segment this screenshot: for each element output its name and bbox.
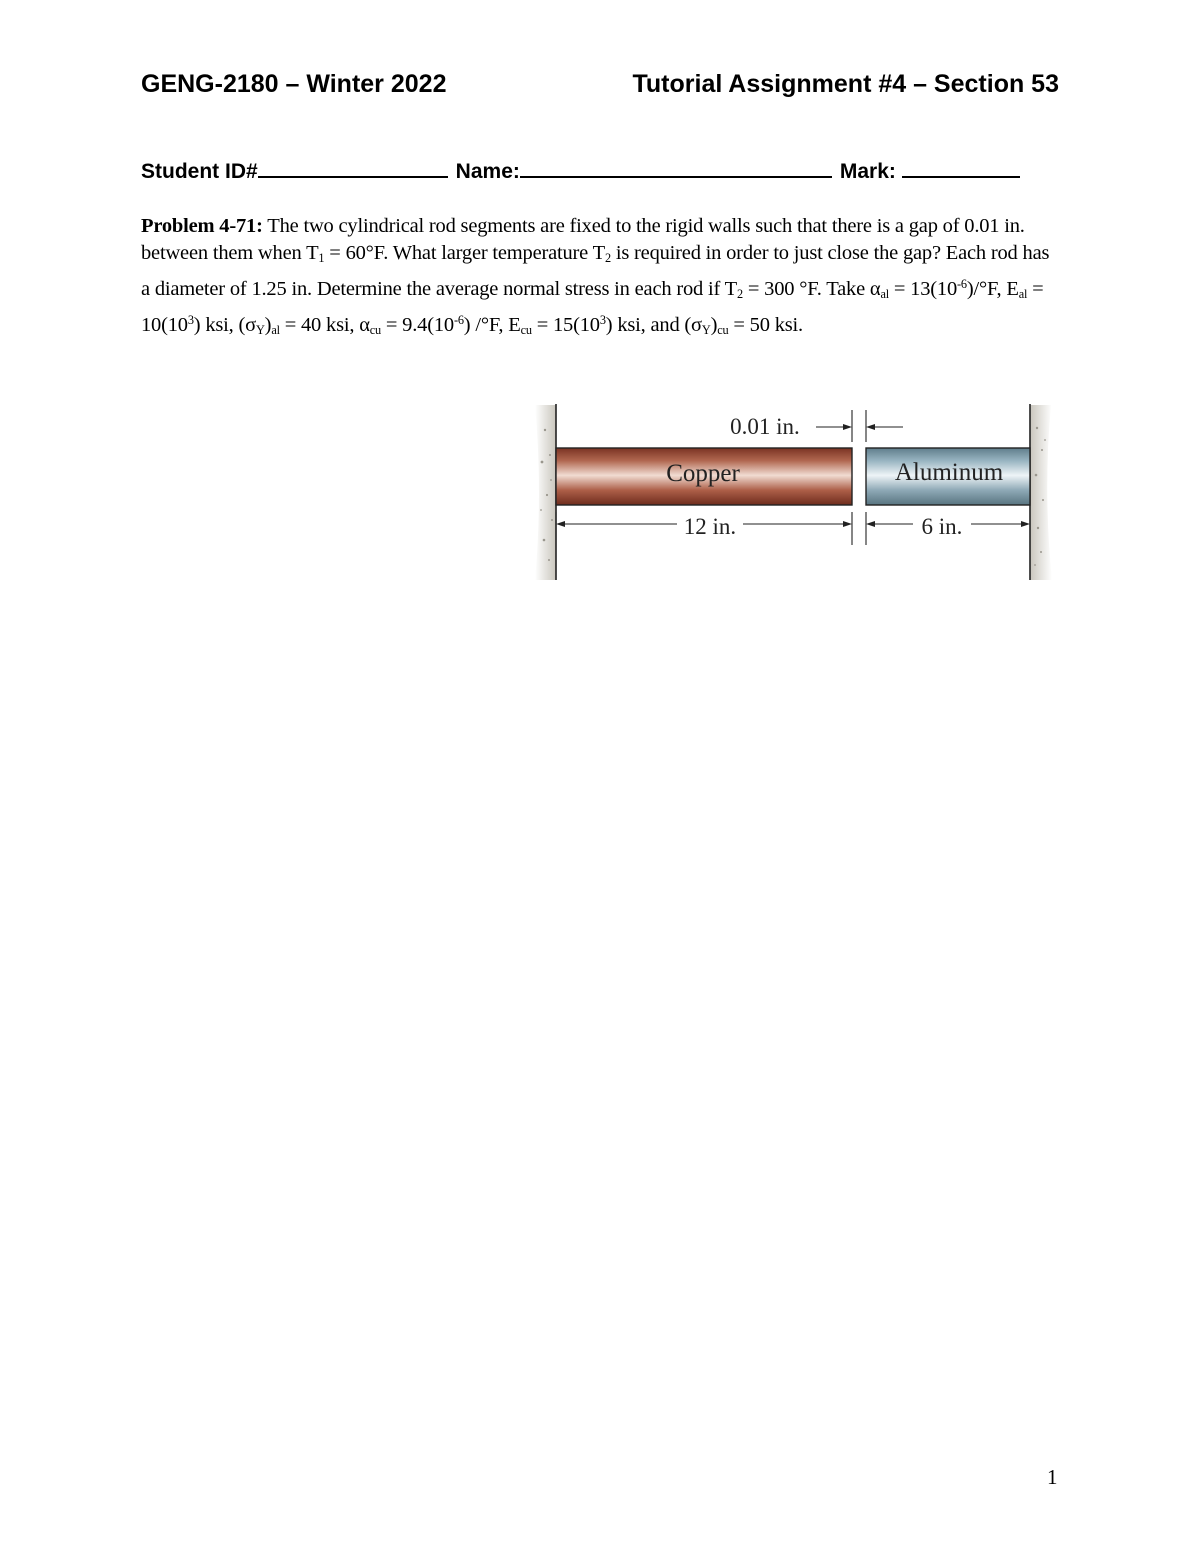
aluminum-label: Aluminum: [894, 459, 1004, 486]
problem-text: The two cylindrical rod segments are fixed to the rigid walls such that there is a gap of 0.01 in. between them when T: [141, 215, 1025, 264]
problem-text: ) ksi, and (σ: [605, 314, 702, 337]
problem-text: is required in order to just close the gap? Each rod has a diameter of 1.25 in. Determine the average normal stress in each rod if T: [141, 241, 1050, 300]
superscript: -6: [957, 277, 967, 292]
subscript: cu: [717, 323, 729, 338]
subscript: al: [880, 286, 889, 301]
subscript: al: [271, 323, 280, 338]
problem-text: = 10(10: [141, 277, 1044, 337]
name-label: Name:: [455, 160, 520, 183]
subscript: 1: [318, 250, 325, 265]
subscript: al: [1018, 286, 1028, 301]
subscript: 2: [604, 250, 611, 265]
problem-label: Problem 4-71:: [141, 215, 263, 237]
course-title: GENG-2180 – Winter 2022: [141, 70, 447, 98]
gap-dimension-arrows: [816, 424, 903, 430]
subscript: cu: [369, 323, 381, 338]
right-wall: [1030, 404, 1052, 580]
subscript: 2: [736, 286, 743, 301]
problem-statement: [141, 213, 1059, 344]
student-id-label: Student ID#: [141, 160, 258, 183]
gap-dimension-label: 0.01 in.: [730, 414, 800, 439]
copper-length-label: 12 in.: [683, 514, 737, 539]
superscript: -6: [453, 313, 464, 328]
problem-text: = 13(10: [888, 277, 957, 300]
mark-label: Mark:: [839, 160, 896, 183]
name-field[interactable]: [520, 157, 832, 178]
copper-label: Copper: [666, 460, 740, 487]
page-number: 1: [1047, 1465, 1058, 1489]
student-info-line: [141, 157, 1059, 184]
superscript: 3: [187, 313, 194, 328]
problem-text: = 300 °F. Take α: [742, 277, 881, 300]
superscript: 3: [599, 313, 606, 328]
subscript: Y: [701, 323, 711, 338]
problem-text: = 40 ksi, α: [279, 314, 370, 337]
problem-text: = 15(10: [531, 314, 600, 337]
subscript: Y: [255, 323, 265, 338]
problem-text: = 60°F. What larger temperature T: [324, 241, 605, 264]
rod-diagram: [525, 400, 1065, 585]
problem-text: ) ksi, (σ: [193, 314, 256, 337]
problem-text: = 9.4(10: [380, 314, 454, 337]
aluminum-length-label: 6 in.: [921, 514, 963, 539]
problem-text: ): [264, 314, 272, 337]
left-wall: [535, 404, 556, 580]
problem-text: )/°F, E: [966, 277, 1019, 300]
mark-field[interactable]: [902, 157, 1020, 178]
problem-text: ) /°F, E: [463, 314, 521, 337]
student-id-field[interactable]: [258, 157, 448, 178]
subscript: cu: [520, 323, 532, 338]
problem-text: ): [710, 314, 718, 337]
assignment-title: Tutorial Assignment #4 – Section 53: [632, 70, 1059, 98]
problem-text: = 50 ksi.: [728, 314, 803, 337]
